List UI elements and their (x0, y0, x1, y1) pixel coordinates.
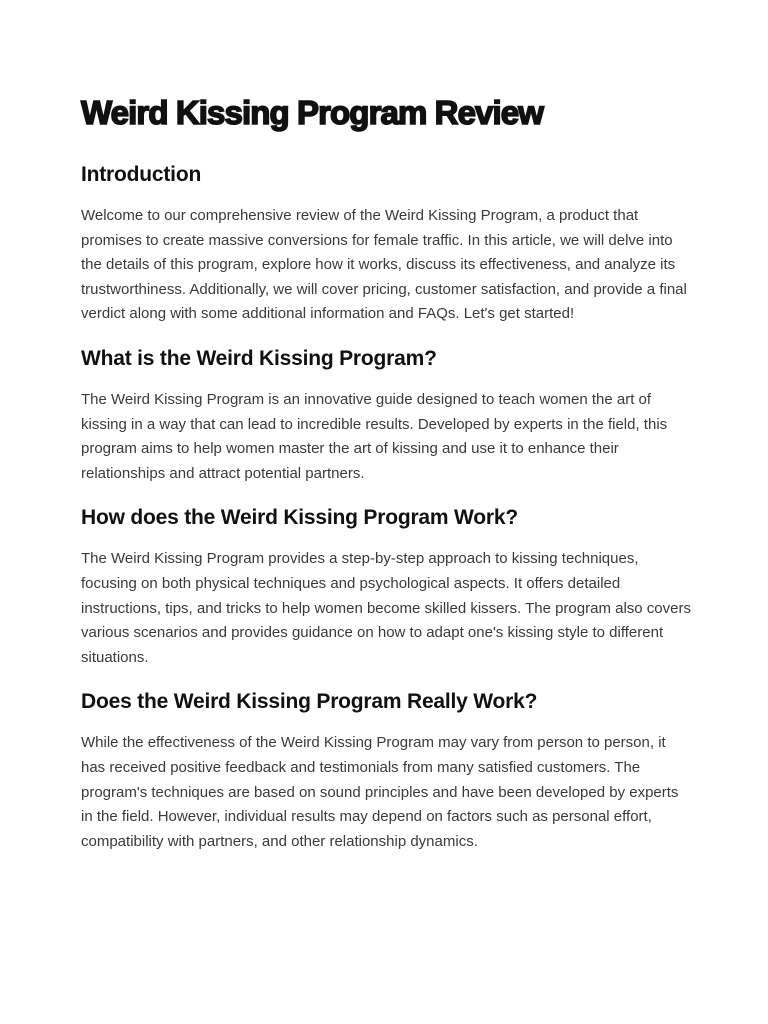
section-heading-introduction: Introduction (81, 163, 202, 186)
article-body (81, 92, 693, 872)
section-heading-what-is: What is the Weird Kissing Program? (81, 346, 437, 370)
page-title: Weird Kissing Program Review (81, 94, 544, 131)
section-paragraph-introduction: Welcome to our comprehensive review of the Weird Kissing Program, a product that promises to create massive conversions for female traffic. In this article, we will delve into the details of this program, explore how it works, discuss its effectiveness, and analyze its trustworthiness. Additionally, we will cover pricing, customer satisfaction, and provide a final verdict along with some additional information and FAQs. Let's get started! (81, 207, 687, 323)
section-heading-does-it-work: Does the Weird Kissing Program Really Work? (81, 690, 538, 714)
section-paragraph-how-it-works: The Weird Kissing Program provides a step-by-step approach to kissing techniques, focusing on both physical techniques and psychological aspects. It offers detailed instructions, tips, and tricks to help women become skilled kissers. The program also covers various scenarios and provides guidance on how to adapt one's kissing style to different situations. (81, 550, 691, 666)
section-paragraph-what-is: The Weird Kissing Program is an innovative guide designed to teach women the art of kissing in a way that can lead to incredible results. Developed by experts in the field, this program aims to help women master the art of kissing and use it to enhance their relationships and attract potential partners. (81, 390, 668, 482)
section-heading-how-it-works: How does the Weird Kissing Program Work? (81, 506, 518, 530)
section-paragraph-does-it-work: While the effectiveness of the Weird Kissing Program may vary from person to person, it has received positive feedback and testimonials from many satisfied customers. The program's techniques are based on sound principles and have been developed by experts in the field. However, individual results may depend on factors such as personal effort, compatibility with partners, and other relationship dynamics. (81, 734, 679, 850)
